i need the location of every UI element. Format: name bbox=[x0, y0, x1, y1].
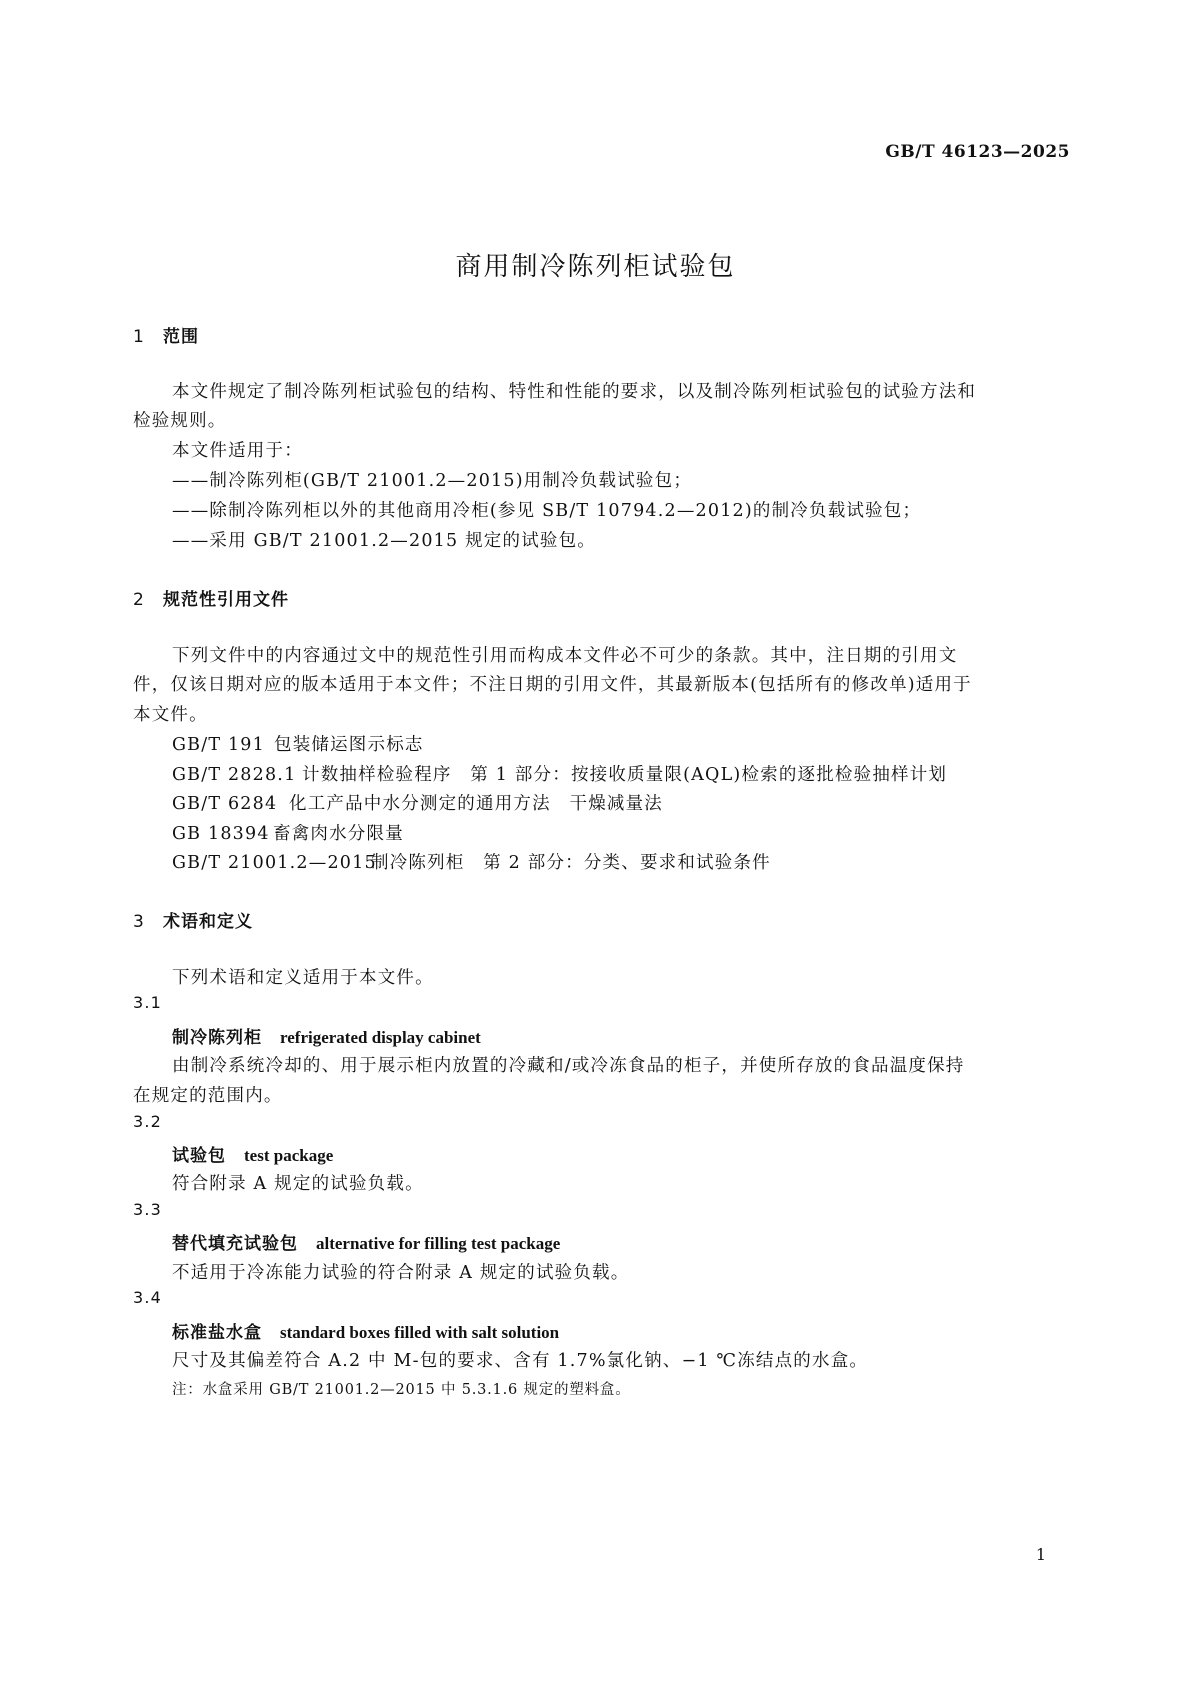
definition-line: 尺寸及其偏差符合 A.2 中 M-包的要求、含有 1.7%氯化钠、−1 ℃冻结点的水盒。 bbox=[172, 1351, 869, 1371]
note: 注：水盒采用 GB/T 21001.2—2015 中 5.3.1.6 规定的塑料盒。 bbox=[172, 1382, 631, 1398]
page-number: 1 bbox=[1035, 1545, 1046, 1564]
section-title: 术语和定义 bbox=[163, 912, 253, 932]
section-number: 3 bbox=[133, 912, 145, 932]
term-heading bbox=[172, 1318, 559, 1343]
section-2-heading bbox=[133, 585, 289, 610]
definition-line: 符合附录 A 规定的试验负载。 bbox=[172, 1174, 424, 1194]
term-english: standard boxes filled with salt solution bbox=[280, 1323, 560, 1342]
document-title: 商用制冷陈列柜试验包 bbox=[455, 252, 736, 282]
reference-code: GB 18394 bbox=[172, 824, 270, 844]
reference-item bbox=[172, 790, 663, 815]
term-heading bbox=[172, 1141, 333, 1166]
paragraph-line: 本文件适用于： bbox=[172, 441, 303, 461]
paragraph-line: 下列文件中的内容通过文中的规范性引用而构成本文件必不可少的条款。其中，注日期的引用文 bbox=[172, 646, 958, 666]
reference-code: GB/T 21001.2—2015 bbox=[172, 853, 377, 873]
term-number: 3.1 bbox=[133, 993, 163, 1012]
term-chinese: 标准盐水盒 bbox=[172, 1323, 262, 1343]
reference-code: GB/T 191 bbox=[172, 735, 265, 755]
paragraph-line: 件，仅该日期对应的版本适用于本文件；不注日期的引用文件，其最新版本(包括所有的修改单)适用于 bbox=[133, 675, 972, 695]
term-heading bbox=[172, 1023, 481, 1048]
term-number: 3.4 bbox=[133, 1288, 163, 1307]
reference-item bbox=[172, 761, 947, 786]
term-english: alternative for filling test package bbox=[316, 1234, 561, 1253]
definition-line: 不适用于冷冻能力试验的符合附录 A 规定的试验负载。 bbox=[172, 1263, 630, 1283]
list-item: ——采用 GB/T 21001.2—2015 规定的试验包。 bbox=[172, 531, 596, 551]
section-title: 规范性引用文件 bbox=[163, 590, 289, 610]
term-chinese: 替代填充试验包 bbox=[172, 1234, 298, 1254]
paragraph-line: 下列术语和定义适用于本文件。 bbox=[172, 968, 434, 988]
section-title: 范围 bbox=[163, 327, 199, 347]
section-number: 1 bbox=[133, 327, 145, 347]
reference-item bbox=[172, 849, 771, 874]
term-chinese: 制冷陈列柜 bbox=[172, 1028, 262, 1048]
section-3-heading bbox=[133, 907, 253, 932]
reference-title: 化工产品中水分测定的通用方法 干燥减量法 bbox=[289, 794, 663, 814]
reference-item bbox=[172, 731, 424, 756]
term-chinese: 试验包 bbox=[172, 1146, 226, 1166]
paragraph-line: 本文件规定了制冷陈列柜试验包的结构、特性和性能的要求，以及制冷陈列柜试验包的试验方法和 bbox=[172, 382, 977, 402]
document-number: GB/T 46123—2025 bbox=[885, 142, 1070, 162]
list-item: ——除制冷陈列柜以外的其他商用冷柜(参见 SB/T 10794.2—2012)的制冷负载试验包； bbox=[172, 501, 922, 521]
definition-line: 在规定的范围内。 bbox=[133, 1086, 283, 1106]
list-item: ——制冷陈列柜(GB/T 21001.2—2015)用制冷负载试验包； bbox=[172, 471, 693, 491]
paragraph-line: 本文件。 bbox=[133, 705, 208, 725]
reference-title: 包装储运图示标志 bbox=[274, 735, 424, 755]
reference-title: 计数抽样检验程序 第 1 部分：按接收质量限(AQL)检索的逐批检验抽样计划 bbox=[302, 765, 948, 785]
reference-item bbox=[172, 820, 404, 845]
term-heading bbox=[172, 1229, 560, 1254]
section-number: 2 bbox=[133, 590, 145, 610]
section-1-heading bbox=[133, 322, 199, 347]
reference-code: GB/T 6284 bbox=[172, 794, 278, 814]
definition-line: 由制冷系统冷却的、用于展示柜内放置的冷藏和/或冷冻食品的柜子，并使所存放的食品温度保持 bbox=[172, 1056, 965, 1076]
reference-title: 制冷陈列柜 第 2 部分：分类、要求和试验条件 bbox=[371, 853, 771, 873]
reference-code: GB/T 2828.1 bbox=[172, 765, 297, 785]
term-number: 3.3 bbox=[133, 1200, 163, 1219]
term-number: 3.2 bbox=[133, 1112, 163, 1131]
term-english: test package bbox=[244, 1146, 334, 1165]
paragraph-line: 检验规则。 bbox=[133, 411, 227, 431]
term-english: refrigerated display cabinet bbox=[280, 1028, 481, 1047]
reference-title: 畜禽肉水分限量 bbox=[273, 824, 404, 844]
